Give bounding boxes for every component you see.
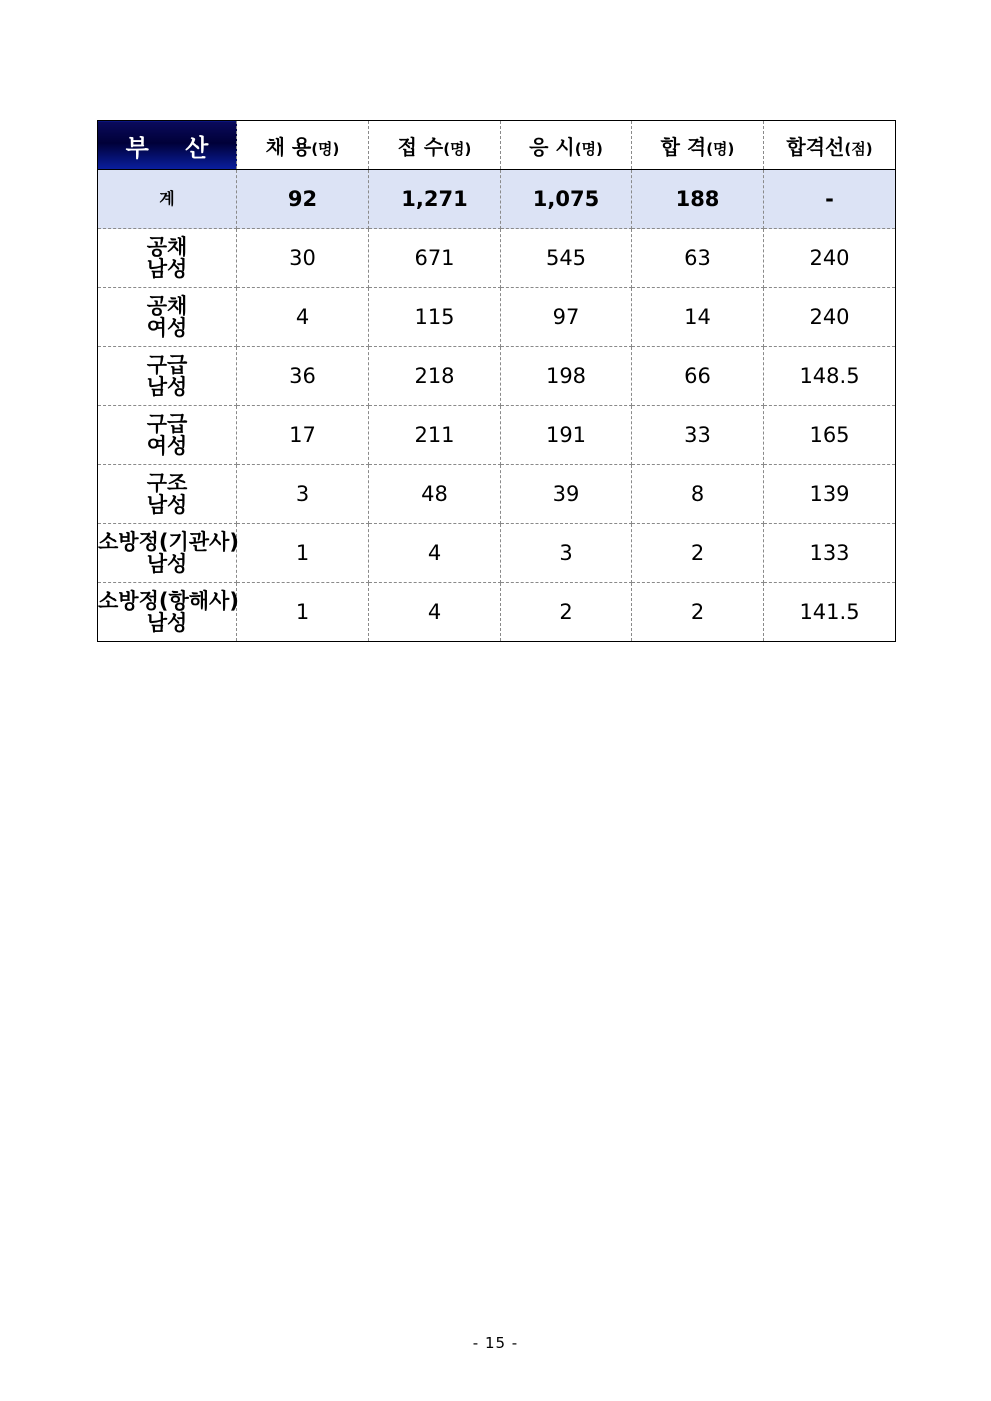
cell-tested: 3 — [501, 524, 632, 583]
total-row — [98, 170, 896, 229]
total-tested: 1,075 — [501, 170, 632, 229]
row-category — [98, 465, 237, 524]
total-passed: 188 — [632, 170, 764, 229]
cell-applied: 48 — [369, 465, 501, 524]
table-row — [98, 524, 896, 583]
row-category — [98, 524, 237, 583]
total-cutoff: - — [764, 170, 896, 229]
cell-applied: 115 — [369, 288, 501, 347]
category-gender: 여성 — [146, 434, 188, 458]
cell-tested: 97 — [501, 288, 632, 347]
header-label: 채 용 — [265, 134, 312, 159]
header-cutoff — [764, 121, 896, 170]
cell-hired: 1 — [237, 583, 369, 642]
row-category — [98, 406, 237, 465]
cell-tested: 2 — [501, 583, 632, 642]
cell-tested: 198 — [501, 347, 632, 406]
header-label: 응 시 — [529, 134, 575, 159]
cell-cutoff: 141.5 — [764, 583, 896, 642]
row-category — [98, 583, 237, 642]
cell-hired: 1 — [237, 524, 369, 583]
header-unit: (명) — [574, 139, 603, 158]
header-label: 합 격 — [660, 134, 707, 159]
total-hired: 92 — [237, 170, 369, 229]
header-unit: (명) — [311, 139, 340, 158]
total-label: 계 — [98, 170, 237, 229]
table-row — [98, 465, 896, 524]
header-label: 합격선 — [786, 134, 845, 159]
cell-applied: 4 — [369, 583, 501, 642]
cell-cutoff: 240 — [764, 229, 896, 288]
category-type: 구급 — [146, 353, 188, 377]
recruitment-results-table — [97, 120, 896, 642]
category-gender: 남성 — [146, 552, 188, 576]
table-header-row — [98, 121, 896, 170]
cell-applied: 671 — [369, 229, 501, 288]
cell-passed: 33 — [632, 406, 764, 465]
header-passed — [632, 121, 764, 170]
category-type: 구급 — [146, 412, 188, 436]
category-gender: 남성 — [146, 611, 188, 635]
header-hired — [237, 121, 369, 170]
table-row — [98, 347, 896, 406]
row-category — [98, 229, 237, 288]
region-header: 부 산 — [98, 121, 237, 170]
cell-passed: 2 — [632, 583, 764, 642]
cell-tested: 545 — [501, 229, 632, 288]
cell-tested: 191 — [501, 406, 632, 465]
category-type: 공채 — [146, 294, 188, 318]
cell-hired: 36 — [237, 347, 369, 406]
cell-cutoff: 240 — [764, 288, 896, 347]
category-type: 소방정(항해사) — [98, 589, 239, 613]
cell-passed: 66 — [632, 347, 764, 406]
table-row — [98, 288, 896, 347]
category-type: 소방정(기관사) — [98, 530, 239, 554]
cell-hired: 3 — [237, 465, 369, 524]
cell-applied: 211 — [369, 406, 501, 465]
page-number: - 15 - — [472, 1334, 519, 1352]
cell-applied: 4 — [369, 524, 501, 583]
row-category — [98, 288, 237, 347]
header-applied — [369, 121, 501, 170]
cell-cutoff: 148.5 — [764, 347, 896, 406]
table-row — [98, 406, 896, 465]
cell-applied: 218 — [369, 347, 501, 406]
header-unit: (명) — [443, 139, 472, 158]
category-type: 공채 — [146, 235, 188, 259]
cell-passed: 63 — [632, 229, 764, 288]
total-applied: 1,271 — [369, 170, 501, 229]
cell-cutoff: 165 — [764, 406, 896, 465]
cell-cutoff: 133 — [764, 524, 896, 583]
cell-cutoff: 139 — [764, 465, 896, 524]
category-gender: 남성 — [146, 257, 188, 281]
category-type: 구조 — [146, 471, 188, 495]
cell-passed: 8 — [632, 465, 764, 524]
header-tested — [501, 121, 632, 170]
cell-passed: 14 — [632, 288, 764, 347]
header-label: 접 수 — [397, 134, 444, 159]
row-category — [98, 347, 237, 406]
cell-passed: 2 — [632, 524, 764, 583]
cell-hired: 17 — [237, 406, 369, 465]
header-unit: (점) — [844, 139, 873, 158]
category-gender: 여성 — [146, 316, 188, 340]
cell-hired: 4 — [237, 288, 369, 347]
header-unit: (명) — [706, 139, 735, 158]
cell-hired: 30 — [237, 229, 369, 288]
cell-tested: 39 — [501, 465, 632, 524]
table-row — [98, 583, 896, 642]
category-gender: 남성 — [146, 375, 188, 399]
category-gender: 남성 — [146, 493, 188, 517]
table-row — [98, 229, 896, 288]
